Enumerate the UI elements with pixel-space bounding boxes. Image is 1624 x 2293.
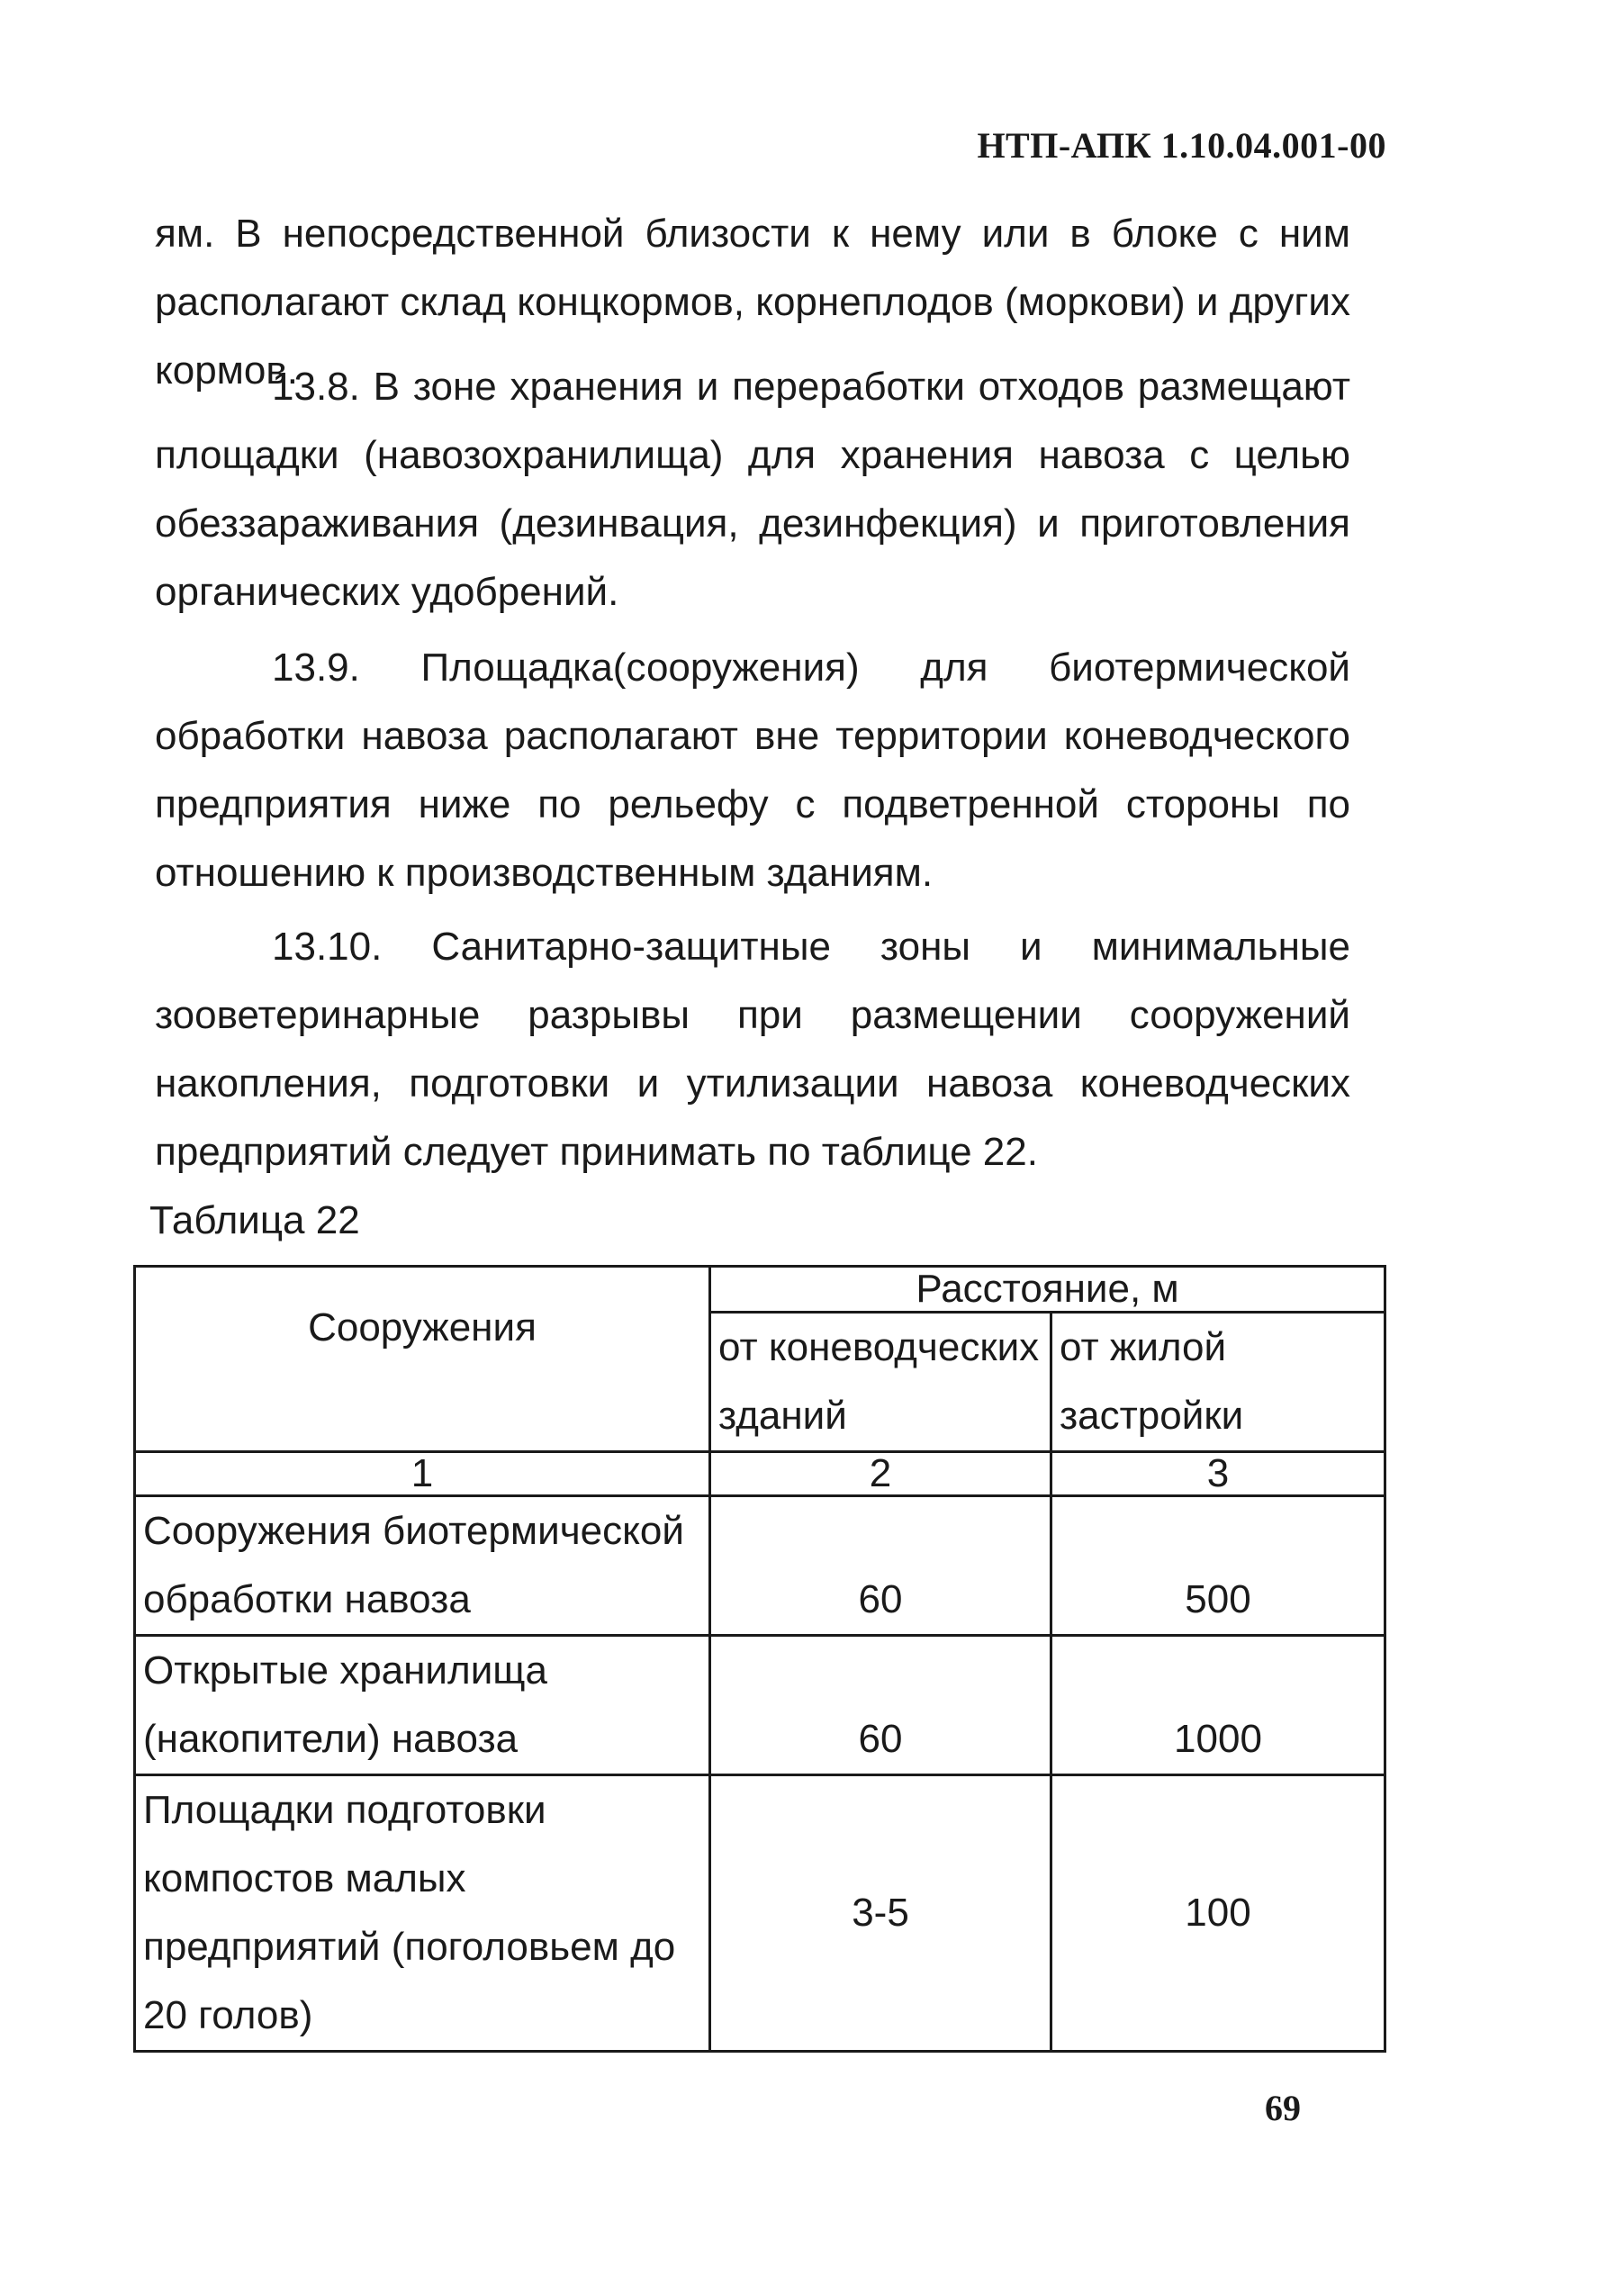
structure-name: Открытые хранилища (накопители) навоза (135, 1636, 710, 1775)
header-from-buildings: от коневодческих зданий (710, 1313, 1051, 1452)
distance-from-housing: 1000 (1051, 1636, 1385, 1775)
column-number-row (135, 1452, 1385, 1496)
column-number: 3 (1051, 1452, 1385, 1496)
distance-from-buildings: 60 (710, 1496, 1051, 1636)
structure-name: Сооружения биотермической обработки навоза (135, 1496, 710, 1636)
distance-from-housing: 100 (1051, 1775, 1385, 2052)
structure-name: Площадки подготовки компостов малых предприятий (поголовьем до 20 голов) (135, 1775, 710, 2052)
paragraph-13-10: 13.10. Санитарно-защитные зоны и минимальные зооветеринарные разрывы при размещении сооружений накопления, подготовки и утилизации навоза коневодческих предприятий следует принимать по таблице 22. (155, 925, 1350, 1174)
distance-from-housing: 500 (1051, 1496, 1385, 1636)
column-number: 1 (135, 1452, 710, 1496)
header-from-housing: от жилой застройки (1051, 1313, 1385, 1452)
table-row (135, 1636, 1385, 1775)
column-number: 2 (710, 1452, 1051, 1496)
header-structures: Сооружения (135, 1267, 710, 1452)
header-distance: Расстояние, м (710, 1267, 1385, 1313)
table-header-row (135, 1267, 1385, 1313)
distance-table (133, 1265, 1386, 2053)
document-code: НТП-АПК 1.10.04.001-00 (977, 125, 1386, 166)
table-row (135, 1496, 1385, 1636)
paragraph-13-8: 13.8. В зоне хранения и переработки отходов размещают площадки (навозохранилища) для хранения навоза с целью обеззараживания (дезинвация, дезинфекция) и приготовления органических удобрений. (155, 365, 1350, 614)
table-row (135, 1775, 1385, 2052)
page-number: 69 (1265, 2088, 1301, 2128)
distance-from-buildings: 60 (710, 1636, 1051, 1775)
table-caption: Таблица 22 (149, 1198, 360, 1242)
paragraph-continuation: ям. В непосредственной близости к нему или в блоке с ним располагают склад концкормов, корнеплодов (моркови) и других кормов. (155, 212, 1350, 393)
distance-from-buildings: 3-5 (710, 1775, 1051, 2052)
paragraph-13-9: 13.9. Площадка(сооружения) для биотермической обработки навоза располагают вне территории коневодческого предприятия ниже по рельефу с подветренной стороны по отношению к производственным зданиям. (155, 645, 1350, 895)
